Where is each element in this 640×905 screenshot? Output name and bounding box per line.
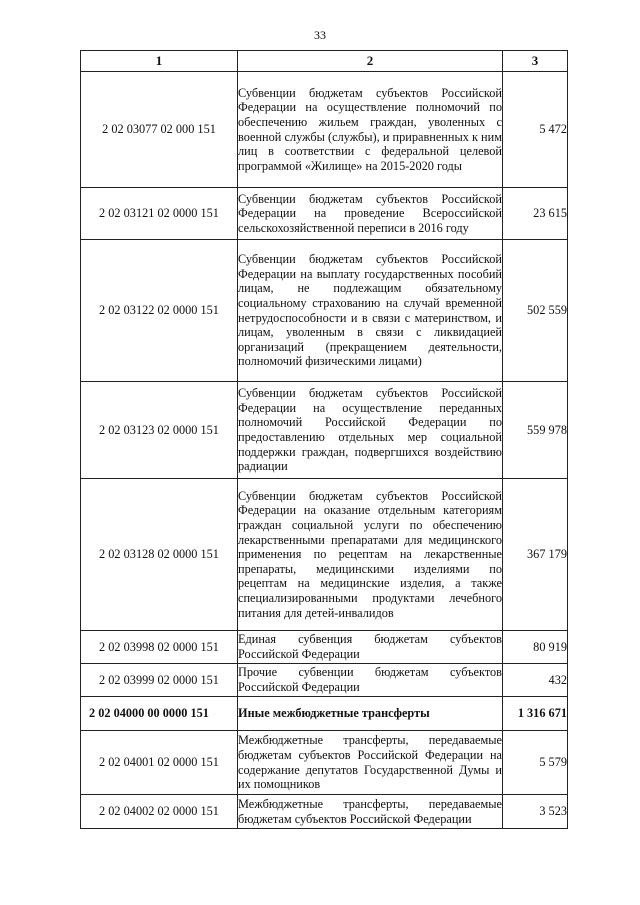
table-row bbox=[81, 72, 568, 188]
row-amount: 80 919 bbox=[503, 631, 568, 664]
budget-code: 2 02 04002 02 0000 151 bbox=[81, 795, 238, 829]
row-description: Субвенции бюджетам субъектов Российской Федерации на оказание отдельным категориям граждан социальной услуги по обеспечению лекарственными препаратами для медицинского применения по рецептам на лекарственные препараты, медицинскими изделиями по рецептам на медицинские изделия, а также специализированными продуктами лечебного питания для детей-инвалидов bbox=[238, 479, 503, 631]
table-row bbox=[81, 479, 568, 631]
column-header-code: 1 bbox=[81, 51, 238, 72]
row-amount: 5 472 bbox=[503, 72, 568, 188]
budget-table bbox=[80, 50, 568, 829]
row-amount: 559 978 bbox=[503, 382, 568, 479]
row-amount: 432 bbox=[503, 664, 568, 697]
row-amount: 23 615 bbox=[503, 188, 568, 240]
row-amount: 3 523 bbox=[503, 795, 568, 829]
row-description: Субвенции бюджетам субъектов Российской Федерации на выплату государственных пособий лицам, не подлежащим обязательному социальному страхованию на случай временной нетрудоспособности и в связи с материнством, и лицам, уволенным в связи с ликвидацией организаций (прекращением деятельности, полномочий физическими лицами) bbox=[238, 240, 503, 382]
budget-code: 2 02 03123 02 0000 151 bbox=[81, 382, 238, 479]
row-description: Единая субвенция бюджетам субъектов Российской Федерации bbox=[238, 631, 503, 664]
budget-code: 2 02 03122 02 0000 151 bbox=[81, 240, 238, 382]
budget-code: 2 02 03999 02 0000 151 bbox=[81, 664, 238, 697]
column-header-amount: 3 bbox=[503, 51, 568, 72]
row-amount: 5 579 bbox=[503, 731, 568, 795]
row-description: Субвенции бюджетам субъектов Российской Федерации на осуществление переданных полномочий Российской Федерации по предоставлению отдельных мер социальной поддержки граждан, подвергшихся воздействию радиации bbox=[238, 382, 503, 479]
table-row bbox=[81, 240, 568, 382]
table-row bbox=[81, 795, 568, 829]
row-amount: 1 316 671 bbox=[503, 697, 568, 731]
row-description: Прочие субвенции бюджетам субъектов Российской Федерации bbox=[238, 664, 503, 697]
row-amount: 367 179 bbox=[503, 479, 568, 631]
budget-code: 2 02 03121 02 0000 151 bbox=[81, 188, 238, 240]
column-header-description: 2 bbox=[238, 51, 503, 72]
budget-code: 2 02 04001 02 0000 151 bbox=[81, 731, 238, 795]
table-row-subtotal bbox=[81, 697, 568, 731]
budget-code: 2 02 04000 00 0000 151 bbox=[81, 697, 238, 731]
row-description: Субвенции бюджетам субъектов Российской Федерации на осуществление полномочий по обеспечению жильем граждан, уволенных с военной службы (службы), и приравненных к ним лиц в соответствии с федеральной целевой программой «Жилище» на 2015-2020 годы bbox=[238, 72, 503, 188]
budget-code: 2 02 03077 02 000 151 bbox=[81, 72, 238, 188]
budget-code: 2 02 03128 02 0000 151 bbox=[81, 479, 238, 631]
page-number: 33 bbox=[314, 28, 326, 42]
table-header-row bbox=[81, 51, 568, 72]
table-row bbox=[81, 731, 568, 795]
table-row bbox=[81, 664, 568, 697]
row-description: Межбюджетные трансферты, передаваемые бюджетам субъектов Российской Федерации на содержание депутатов Государственной Думы и их помощников bbox=[238, 731, 503, 795]
budget-code: 2 02 03998 02 0000 151 bbox=[81, 631, 238, 664]
row-description: Межбюджетные трансферты, передаваемые бюджетам субъектов Российской Федерации bbox=[238, 795, 503, 829]
table-row bbox=[81, 382, 568, 479]
row-description: Иные межбюджетные трансферты bbox=[238, 697, 503, 731]
row-description: Субвенции бюджетам субъектов Российской Федерации на проведение Всероссийской сельскохозяйственной переписи в 2016 году bbox=[238, 188, 503, 240]
table-row bbox=[81, 631, 568, 664]
row-amount: 502 559 bbox=[503, 240, 568, 382]
table-row bbox=[81, 188, 568, 240]
